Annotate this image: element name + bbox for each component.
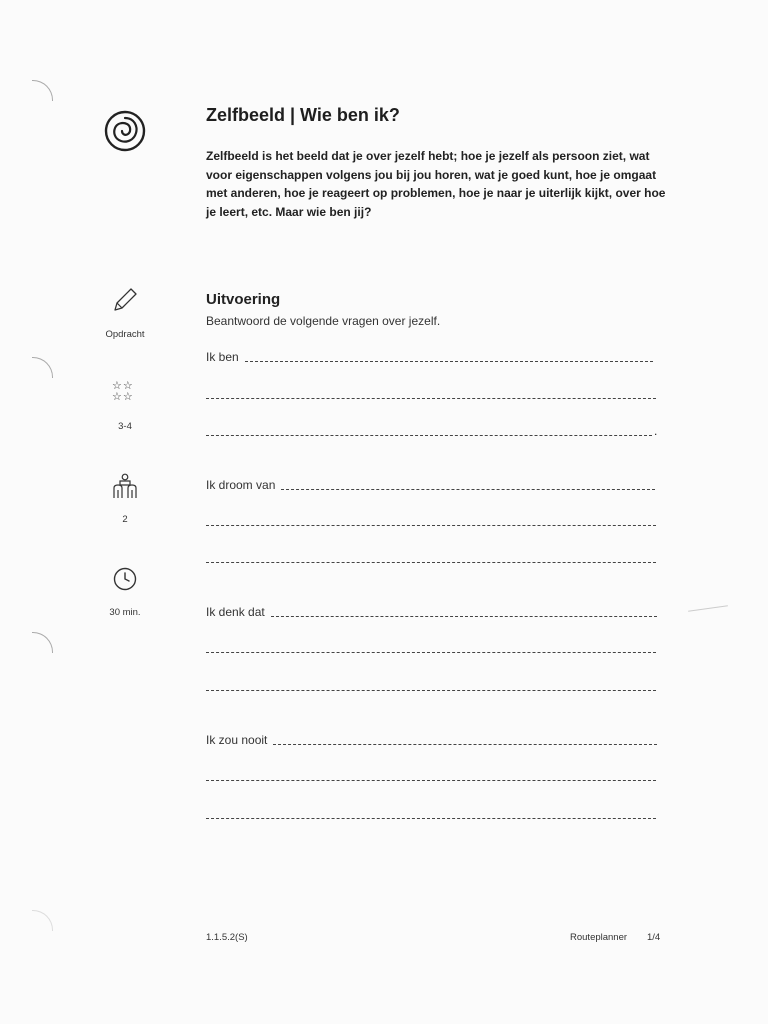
prompt-ik-droom-van[interactable] xyxy=(206,478,655,492)
end-period: . xyxy=(654,424,658,438)
prompt-label: Ik denk dat xyxy=(206,605,265,619)
spiral-logo-icon xyxy=(103,109,147,158)
answer-line[interactable] xyxy=(281,489,655,490)
punch-hole xyxy=(32,357,53,378)
answer-line[interactable] xyxy=(206,562,656,563)
clock-icon xyxy=(113,567,137,596)
group-icon xyxy=(112,473,138,504)
scan-mark xyxy=(688,605,728,612)
answer-line[interactable] xyxy=(206,525,656,526)
duration-label: 30 min. xyxy=(109,607,141,618)
answer-line[interactable] xyxy=(206,818,656,819)
prompt-label: Ik ben xyxy=(206,350,239,364)
answer-line[interactable] xyxy=(206,780,656,781)
intro-text: Zelfbeeld is het beeld dat je over jezelf hebt; hoe je jezelf als persoon ziet, wat voor eigenschappen volgens jou bij jou horen, wat je goed kunt, hoe je omgaat met anderen, hoe je reageert op problemen, hoe je naar je uiterlijk kijkt, over hoe je leert, etc. Maar wie ben jij? xyxy=(206,149,666,219)
footer-name: Routeplanner xyxy=(570,932,628,943)
prompt-ik-zou-nooit[interactable] xyxy=(206,733,657,747)
punch-hole xyxy=(32,80,53,101)
pencil-icon xyxy=(111,286,139,319)
task-type-label: Opdracht xyxy=(105,329,145,340)
answer-line[interactable] xyxy=(206,690,656,691)
level-label: 3-4 xyxy=(118,421,132,432)
answer-line[interactable] xyxy=(271,616,657,617)
footer-code: 1.1.5.2(S) xyxy=(206,932,248,943)
instruction-text: Beantwoord de volgende vragen over jezelf. xyxy=(206,314,441,328)
answer-line[interactable] xyxy=(245,361,653,362)
section-heading: Uitvoering xyxy=(206,291,281,308)
answer-line[interactable] xyxy=(206,435,652,436)
answer-line[interactable] xyxy=(273,744,657,745)
punch-hole xyxy=(32,910,53,931)
level-stars-icon: ☆☆ ☆☆ xyxy=(112,380,134,403)
page-title: Zelfbeeld | Wie ben ik? xyxy=(206,105,400,125)
footer-page-number: 1/4 xyxy=(647,932,661,943)
prompt-label: Ik droom van xyxy=(206,478,276,492)
prompt-ik-denk-dat[interactable] xyxy=(206,605,657,619)
answer-line[interactable] xyxy=(206,398,656,399)
prompt-ik-ben[interactable] xyxy=(206,350,653,364)
answer-line[interactable] xyxy=(206,652,656,653)
prompt-label: Ik zou nooit xyxy=(206,733,268,747)
group-size-label: 2 xyxy=(122,514,128,525)
punch-hole xyxy=(32,632,53,653)
